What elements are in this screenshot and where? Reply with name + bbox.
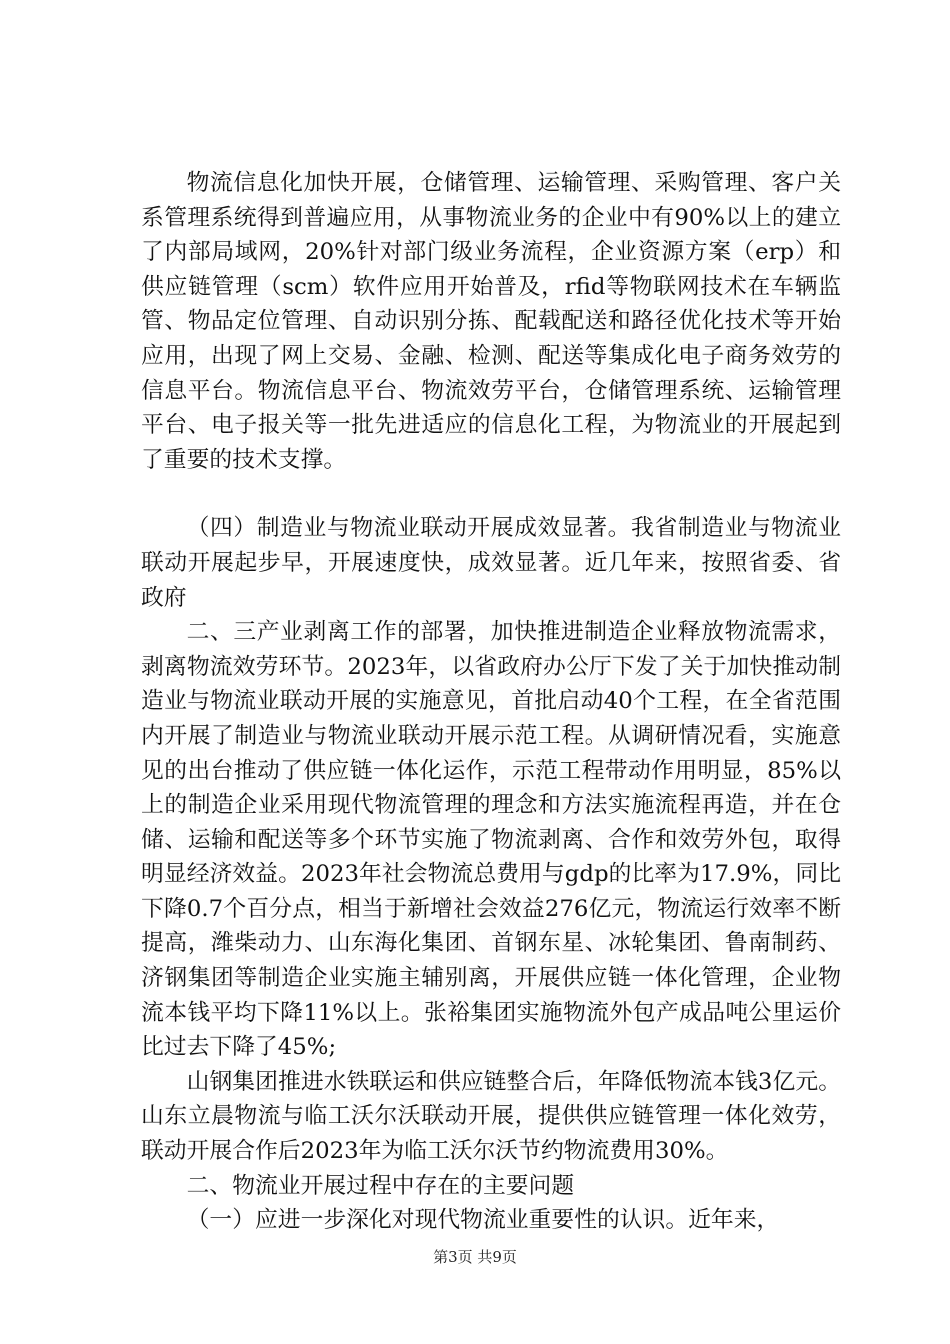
paragraph-shangang-group: 山钢集团推进水铁联运和供应链整合后，年降低物流本钱3亿元。山东立晨物流与临工沃尔沃联动开展，提供供应链管理一体化效劳，联动开展合作后2023年为临工沃尔沃节约物流费用30%。 xyxy=(141,1068,841,1165)
paragraph-industry-separation: 二、三产业剥离工作的部署，加快推进制造企业释放物流需求，剥离物流效劳环节。2023年，以省政府办公厅下发了关于加快推动制造业与物流业联动开展的实施意见，首批启动40个工程，在全省范围内开展了制造业与物流业联动开展示范工程。从调研情况看，实施意见的出台推动了供应链一体化运作，示范工程带动作用明显，85%以上的制造企业采用现代物流管理的理念和方法实施流程再造，并在仓储、运输和配送等多个环节实施了物流剥离、合作和效劳外包，取得明显经济效益。2023年社会物流总费用与gdp的比率为17.9%，同比下降0.7个百分点，相当于新增社会效益276亿元，物流运行效率不断提高，潍柴动力、山东海化集团、首钢东星、冰轮集团、鲁南制药、济钢集团等制造企业实施主辅别离，开展供应链一体化管理，企业物流本钱平均下降11%以上。张裕集团实施物流外包产成品吨公里运价比过去下降了45%; xyxy=(141,619,841,1061)
paragraph-logistics-informatization: 物流信息化加快开展，仓储管理、运输管理、采购管理、客户关系管理系统得到普遍应用，从事物流业务的企业中有90%以上的建立了内部局域网，20%针对部门级业务流程，企业资源方案（erp）和供应链管理（scm）软件应用开始普及，rfid等物联网技术在车辆监管、物品定位管理、自动识别分拣、配载配送和路径优化技术等开始应用，出现了网上交易、金融、检测、配送等集成化电子商务效劳的信息平台。物流信息平台、物流效劳平台，仓储管理系统、运输管理平台、电子报关等一批先进适应的信息化工程，为物流业的开展起到了重要的技术支撑。 xyxy=(141,170,841,473)
document-body xyxy=(141,166,841,1238)
section-heading-main-problems: 二、物流业开展过程中存在的主要问题 xyxy=(186,1172,575,1199)
paragraph-awareness: （一）应进一步深化对现代物流业重要性的认识。近年来， xyxy=(186,1207,780,1234)
paragraph-manufacturing-linkage: （四）制造业与物流业联动开展成效显著。我省制造业与物流业联动开展起步早，开展速度快，成效显著。近几年来，按照省委、省政府 xyxy=(141,515,841,611)
page-number-footer: 第3页 共9页 xyxy=(433,1248,517,1266)
paragraph-gap xyxy=(141,477,841,511)
